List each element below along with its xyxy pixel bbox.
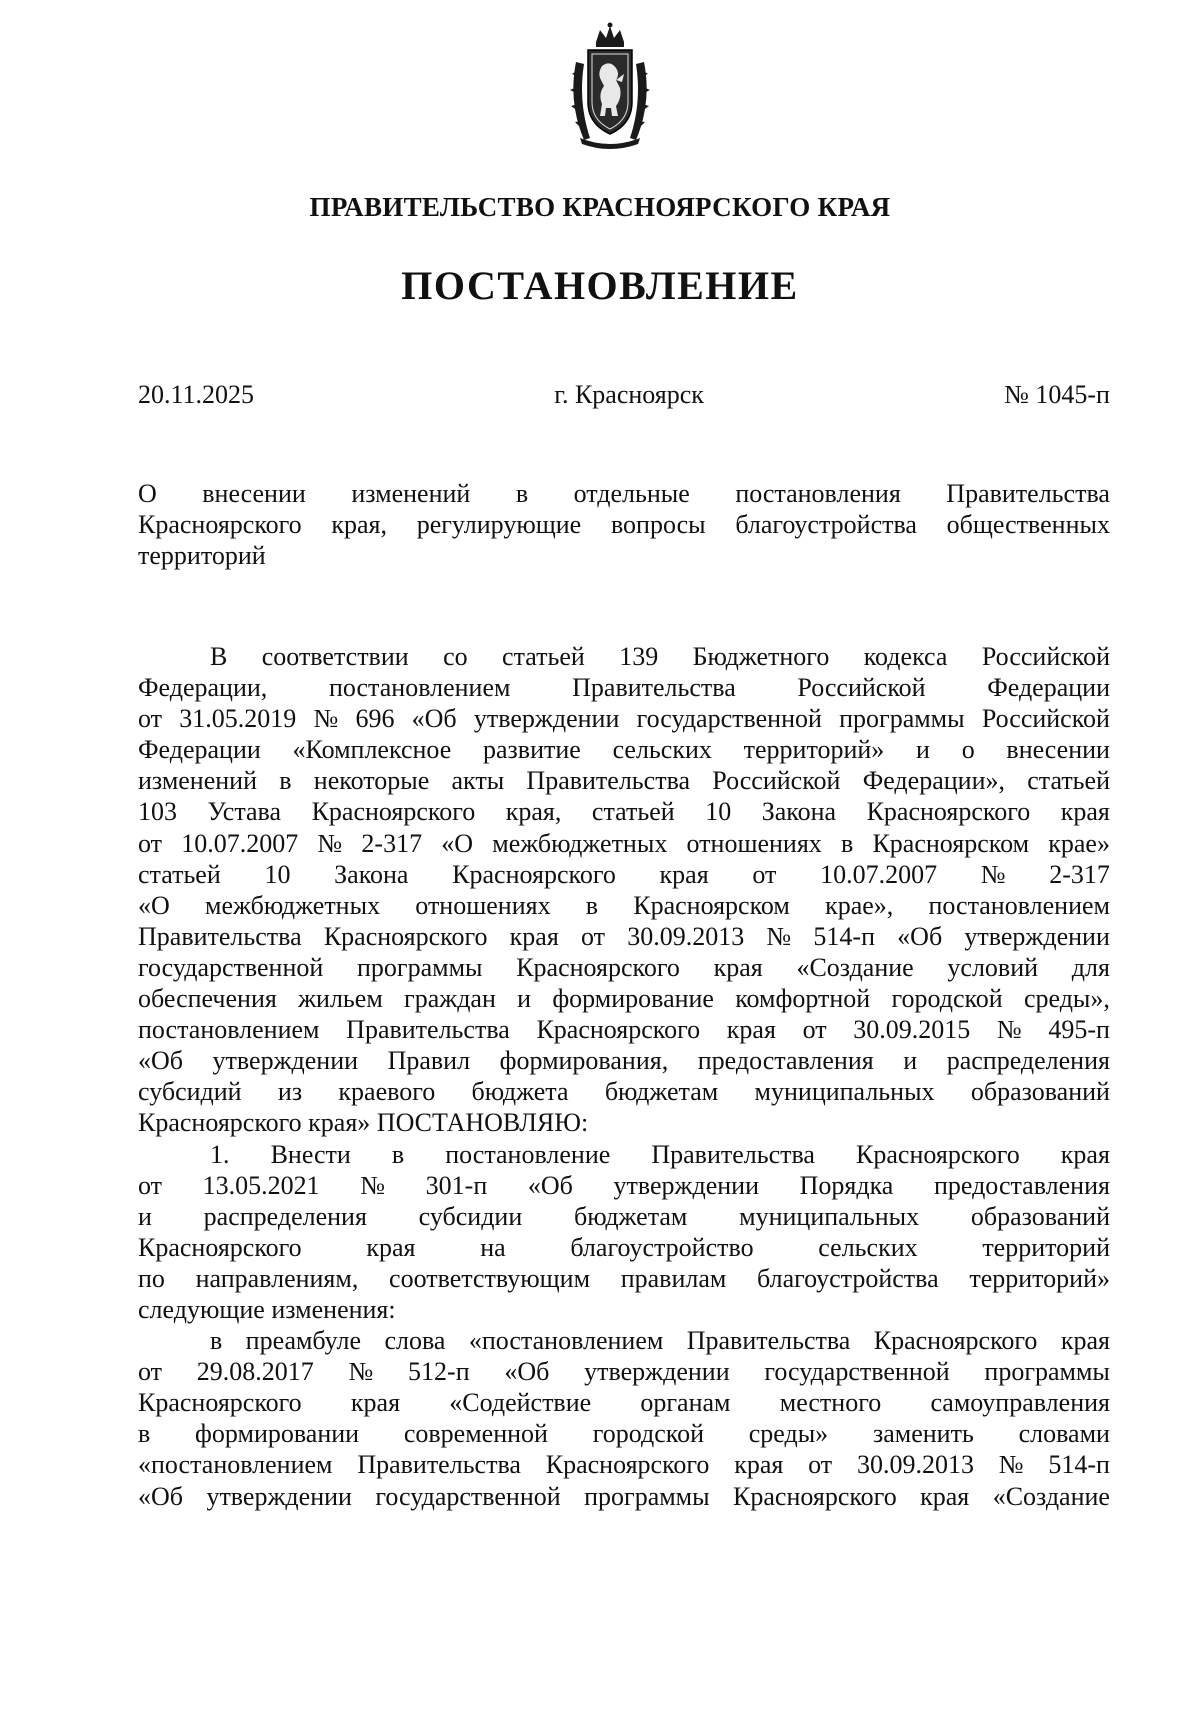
body-line: государственной программы Красноярского края «Создание условий для [138,952,1110,982]
document-subject [138,478,1110,571]
document-type-title: ПОСТАНОВЛЕНИЕ [401,263,799,308]
document-city: г. Красноярск [554,380,704,409]
subject-line: Красноярского края, регулирующие вопросы благоустройства общественных [138,510,1110,539]
body-line: статьей 10 Закона Красноярского края от 10.07.2007 № 2-317 [138,859,1110,889]
body-line: от 31.05.2019 № 696 «Об утверждении государственной программы Российской [138,704,1110,734]
government-title: ПРАВИТЕЛЬСТВО КРАСНОЯРСКОГО КРАЯ [309,192,891,222]
body-line: 103 Устава Красноярского края, статьей 10 Закона Красноярского края [138,797,1110,827]
body-line: по направлениям, соответствующим правилам благоустройства территорий» [138,1263,1110,1293]
body-line: «Об утверждении государственной программы Красноярского края «Создание [138,1481,1110,1511]
body-line: в преамбуле слова «постановлением Правительства Красноярского края [210,1326,1110,1356]
body-line: и распределения субсидии бюджетам муниципальных образований [138,1201,1110,1231]
body-line: постановлением Правительства Красноярского края от 30.09.2015 № 495-п [138,1015,1110,1045]
document-meta-row [138,380,1110,410]
body-line: 1. Внести в постановление Правительства Красноярского края [210,1139,1110,1169]
subject-line: О внесении изменений в отдельные постановления Правительства [138,479,1110,508]
coat-of-arms-icon [566,22,654,152]
body-line: в формировании современной городской среды» заменить словами [138,1419,1110,1449]
body-line: изменений в некоторые акты Правительства Российской Федерации», статьей [138,766,1110,796]
body-line: следующие изменения: [138,1294,396,1324]
body-line: Красноярского края «Содействие органам местного самоуправления [138,1388,1110,1418]
body-line: «О межбюджетных отношениях в Красноярском крае», постановлением [138,890,1110,920]
body-line: Правительства Красноярского края от 30.09.2013 № 514-п «Об утверждении [138,921,1110,951]
body-line: В соответствии со статьей 139 Бюджетного кодекса Российской [210,642,1110,671]
body-line: обеспечения жильем граждан и формирование комфортной городской среды», [138,984,1110,1014]
document-body [138,641,1110,1512]
body-line: от 29.08.2017 № 512-п «Об утверждении государственной программы [138,1357,1110,1387]
subject-line: территорий [138,541,266,570]
body-line: Федерации «Комплексное развитие сельских территорий» и о внесении [138,735,1110,765]
body-line: «постановлением Правительства Красноярского края от 30.09.2013 № 514-п [138,1450,1110,1480]
body-line: Федерации, постановлением Правительства Российской Федерации [138,673,1110,703]
document-number: № 1045-п [1004,380,1110,409]
body-line: Красноярского края» ПОСТАНОВЛЯЮ: [138,1108,589,1138]
body-line: Красноярского края на благоустройство сельских территорий [138,1232,1110,1262]
body-line: субсидий из краевого бюджета бюджетам муниципальных образований [138,1077,1110,1107]
document-date: 20.11.2025 [138,380,255,409]
body-line: от 10.07.2007 № 2-317 «О межбюджетных отношениях в Красноярском крае» [138,828,1110,858]
body-line: «Об утверждении Правил формирования, предоставления и распределения [138,1046,1110,1076]
body-line: от 13.05.2021 № 301-п «Об утверждении Порядка предоставления [138,1170,1110,1200]
